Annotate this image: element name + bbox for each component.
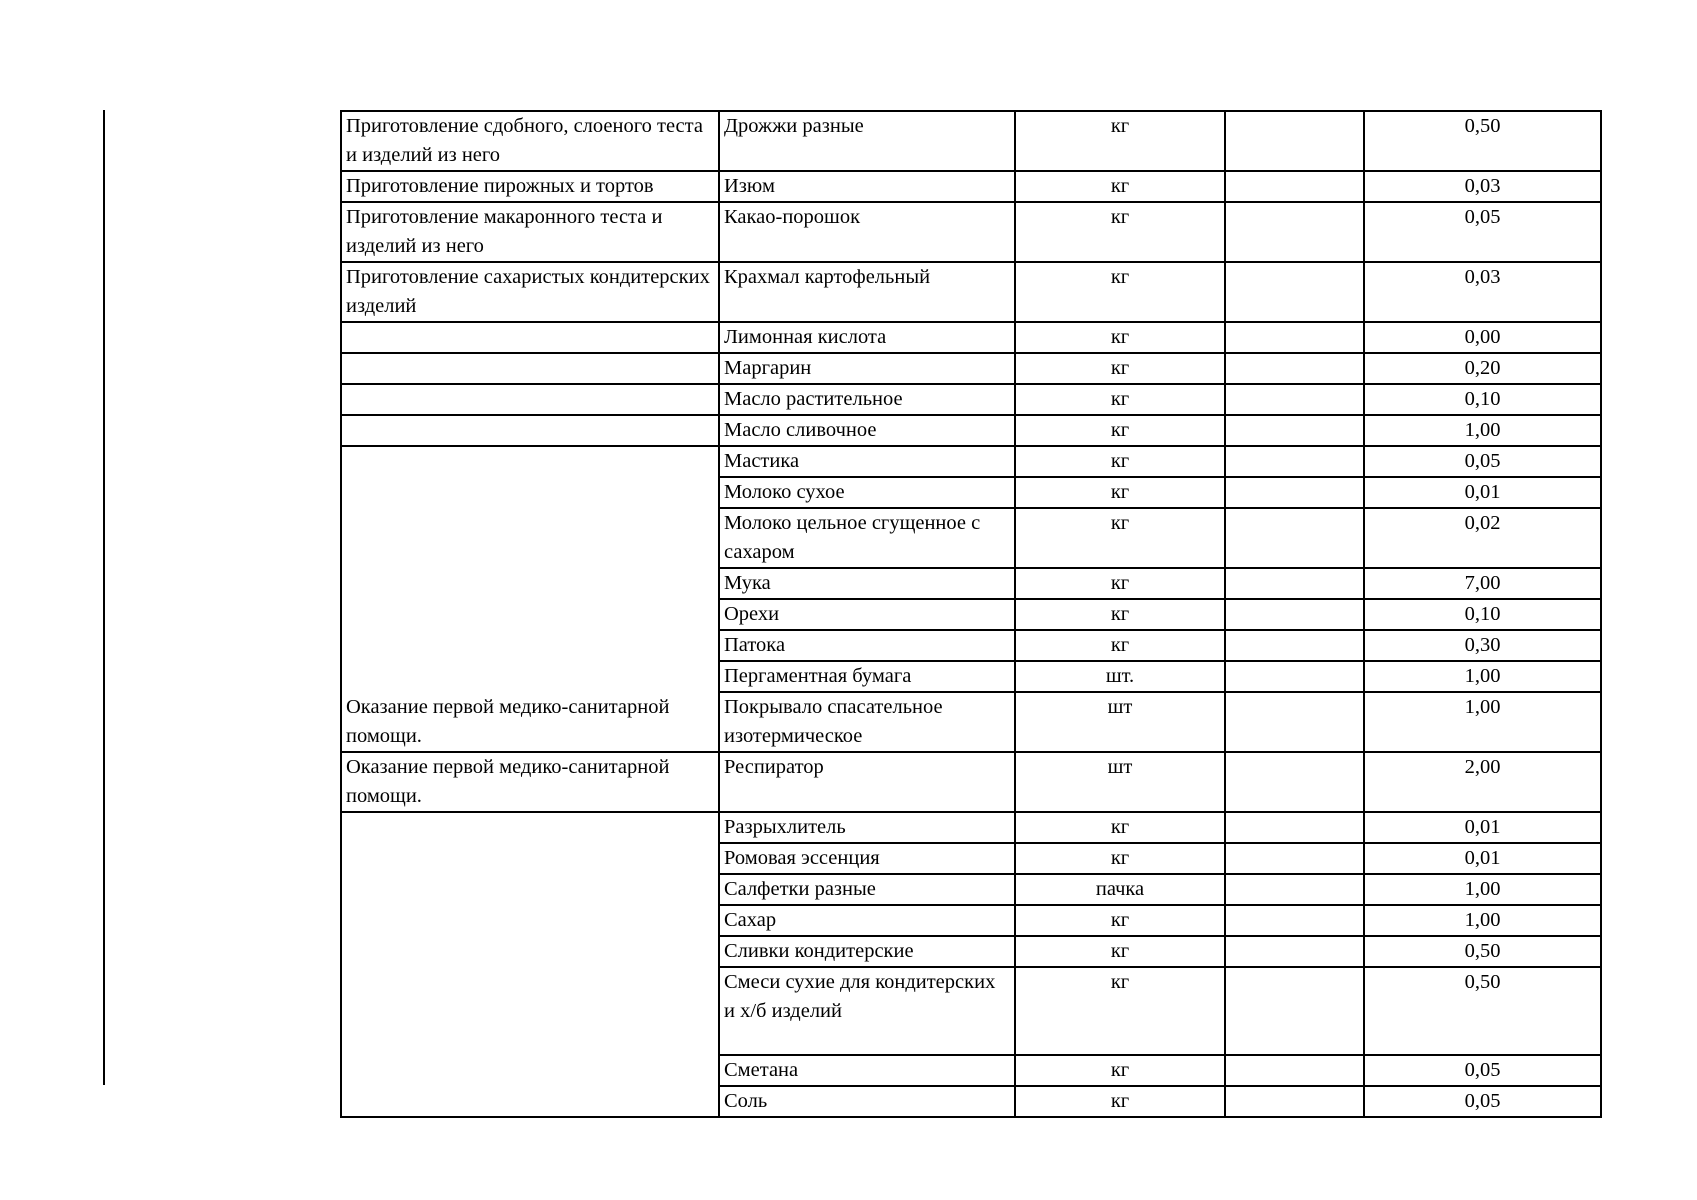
quantity-cell: 1,00 <box>1364 661 1601 692</box>
material-cell: Смеси сухие для кондитерских и х/б изделий <box>719 967 1015 1055</box>
table-row <box>341 752 1601 812</box>
extra-cell <box>1225 812 1364 843</box>
material-cell: Изюм <box>719 171 1015 202</box>
quantity-cell: 0,30 <box>1364 630 1601 661</box>
material-cell: Пергаментная бумага <box>719 661 1015 692</box>
material-cell: Сахар <box>719 905 1015 936</box>
table-row <box>341 812 1601 843</box>
material-cell: Мастика <box>719 446 1015 477</box>
quantity-cell: 0,01 <box>1364 812 1601 843</box>
unit-cell: кг <box>1015 202 1225 262</box>
unit-cell: шт <box>1015 752 1225 812</box>
quantity-cell: 7,00 <box>1364 568 1601 599</box>
unit-cell: кг <box>1015 415 1225 446</box>
materials-table <box>340 110 1602 1118</box>
table-row <box>341 111 1601 171</box>
quantity-cell: 0,05 <box>1364 1055 1601 1086</box>
quantity-cell: 1,00 <box>1364 905 1601 936</box>
material-cell: Крахмал картофельный <box>719 262 1015 322</box>
extra-cell <box>1225 630 1364 661</box>
material-cell: Патока <box>719 630 1015 661</box>
quantity-cell: 0,05 <box>1364 446 1601 477</box>
unit-cell: кг <box>1015 508 1225 568</box>
quantity-cell: 0,03 <box>1364 171 1601 202</box>
quantity-cell: 0,01 <box>1364 477 1601 508</box>
extra-cell <box>1225 967 1364 1055</box>
table-row <box>341 384 1601 415</box>
extra-cell <box>1225 111 1364 171</box>
unit-cell: кг <box>1015 1055 1225 1086</box>
extra-cell <box>1225 262 1364 322</box>
task-cell <box>341 353 719 384</box>
extra-cell <box>1225 384 1364 415</box>
quantity-cell: 0,05 <box>1364 202 1601 262</box>
material-cell: Дрожжи разные <box>719 111 1015 171</box>
material-cell: Молоко сухое <box>719 477 1015 508</box>
extra-cell <box>1225 661 1364 692</box>
task-cell <box>341 384 719 415</box>
quantity-cell: 1,00 <box>1364 415 1601 446</box>
quantity-cell: 0,05 <box>1364 1086 1601 1117</box>
unit-cell: кг <box>1015 936 1225 967</box>
extra-cell <box>1225 446 1364 477</box>
quantity-cell: 0,20 <box>1364 353 1601 384</box>
material-cell: Сливки кондитерские <box>719 936 1015 967</box>
extra-cell <box>1225 905 1364 936</box>
extra-cell <box>1225 936 1364 967</box>
unit-cell: кг <box>1015 630 1225 661</box>
quantity-cell: 0,02 <box>1364 508 1601 568</box>
extra-cell <box>1225 202 1364 262</box>
unit-cell: кг <box>1015 905 1225 936</box>
material-cell: Салфетки разные <box>719 874 1015 905</box>
task-cell <box>341 415 719 446</box>
material-cell: Респиратор <box>719 752 1015 812</box>
extra-cell <box>1225 1086 1364 1117</box>
extra-cell <box>1225 874 1364 905</box>
table-row <box>341 202 1601 262</box>
material-cell: Масло сливочное <box>719 415 1015 446</box>
table-row <box>341 353 1601 384</box>
left-margin-rule <box>103 110 105 1085</box>
task-cell <box>341 322 719 353</box>
extra-cell <box>1225 1055 1364 1086</box>
table-row <box>341 171 1601 202</box>
quantity-cell: 0,01 <box>1364 843 1601 874</box>
unit-cell: кг <box>1015 843 1225 874</box>
extra-cell <box>1225 508 1364 568</box>
task-cell: Приготовление пирожных и тортов <box>341 171 719 202</box>
quantity-cell: 0,00 <box>1364 322 1601 353</box>
extra-cell <box>1225 692 1364 752</box>
quantity-cell: 0,50 <box>1364 111 1601 171</box>
unit-cell: кг <box>1015 812 1225 843</box>
extra-cell <box>1225 322 1364 353</box>
quantity-cell: 1,00 <box>1364 692 1601 752</box>
extra-cell <box>1225 752 1364 812</box>
task-cell: Приготовление сдобного, слоеного теста и изделий из него <box>341 111 719 171</box>
extra-cell <box>1225 477 1364 508</box>
unit-cell: шт. <box>1015 661 1225 692</box>
task-cell: Оказание первой медико-санитарной помощи. <box>341 752 719 812</box>
material-cell: Сметана <box>719 1055 1015 1086</box>
unit-cell: кг <box>1015 477 1225 508</box>
material-cell: Разрыхлитель <box>719 812 1015 843</box>
material-cell: Какао-порошок <box>719 202 1015 262</box>
extra-cell <box>1225 353 1364 384</box>
material-cell: Соль <box>719 1086 1015 1117</box>
material-cell: Покрывало спасательное изотермическое <box>719 692 1015 752</box>
quantity-cell: 1,00 <box>1364 874 1601 905</box>
unit-cell: кг <box>1015 599 1225 630</box>
unit-cell: кг <box>1015 111 1225 171</box>
unit-cell: кг <box>1015 446 1225 477</box>
quantity-cell: 0,50 <box>1364 936 1601 967</box>
extra-cell <box>1225 843 1364 874</box>
quantity-cell: 2,00 <box>1364 752 1601 812</box>
material-cell: Ромовая эссенция <box>719 843 1015 874</box>
unit-cell: кг <box>1015 568 1225 599</box>
extra-cell <box>1225 171 1364 202</box>
extra-cell <box>1225 415 1364 446</box>
unit-cell: кг <box>1015 967 1225 1055</box>
unit-cell: кг <box>1015 322 1225 353</box>
table-row <box>341 446 1601 477</box>
unit-cell: кг <box>1015 384 1225 415</box>
material-cell: Мука <box>719 568 1015 599</box>
table-row <box>341 322 1601 353</box>
quantity-cell: 0,03 <box>1364 262 1601 322</box>
material-cell: Орехи <box>719 599 1015 630</box>
task-cell-merged-empty <box>341 812 719 1117</box>
task-cell: Приготовление сахаристых кондитерских изделий <box>341 262 719 322</box>
table-row <box>341 262 1601 322</box>
unit-cell: пачка <box>1015 874 1225 905</box>
material-cell: Молоко цельное сгущенное с сахаром <box>719 508 1015 568</box>
unit-cell: кг <box>1015 171 1225 202</box>
unit-cell: шт <box>1015 692 1225 752</box>
quantity-cell: 0,10 <box>1364 384 1601 415</box>
material-cell: Маргарин <box>719 353 1015 384</box>
unit-cell: кг <box>1015 353 1225 384</box>
extra-cell <box>1225 599 1364 630</box>
quantity-cell: 0,10 <box>1364 599 1601 630</box>
material-cell: Масло растительное <box>719 384 1015 415</box>
unit-cell: кг <box>1015 262 1225 322</box>
table-row <box>341 415 1601 446</box>
task-cell: Приготовление макаронного теста и изделий из него <box>341 202 719 262</box>
quantity-cell: 0,50 <box>1364 967 1601 1055</box>
unit-cell: кг <box>1015 1086 1225 1117</box>
extra-cell <box>1225 568 1364 599</box>
task-cell-merged: Оказание первой медико-санитарной помощи. <box>341 446 719 752</box>
material-cell: Лимонная кислота <box>719 322 1015 353</box>
